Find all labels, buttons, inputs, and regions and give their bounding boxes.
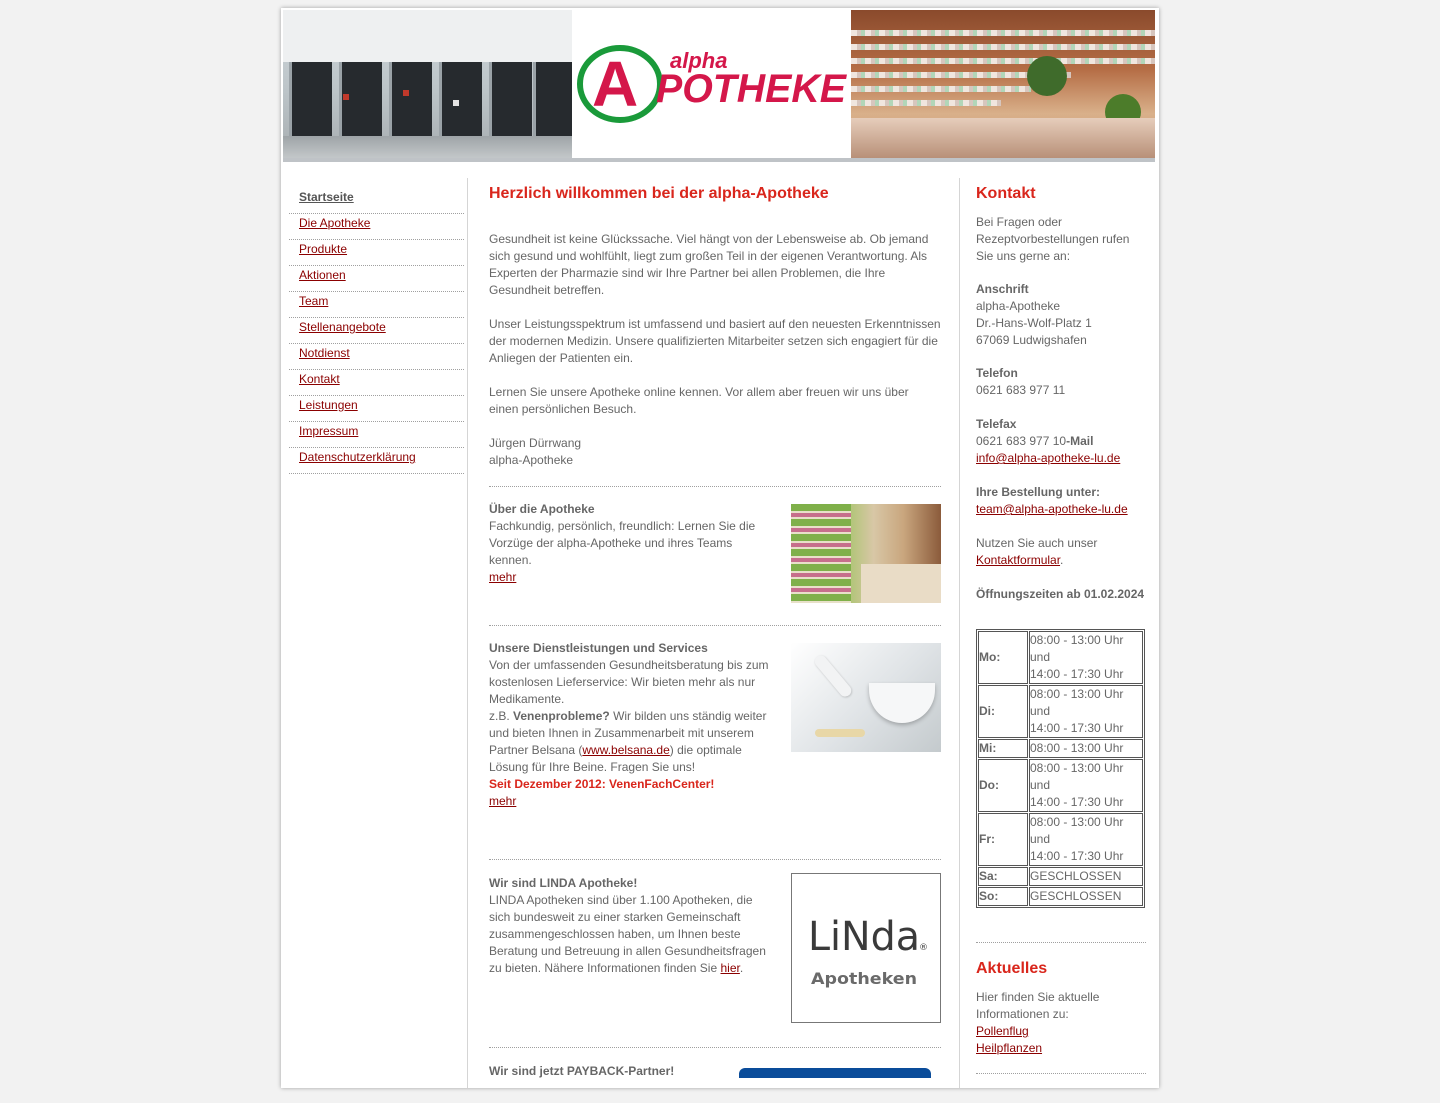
news-title: Aktuelles (976, 960, 1048, 977)
nav-link[interactable]: Die Apotheke (299, 216, 371, 230)
teaser-title: Wir sind jetzt PAYBACK-Partner! (489, 1064, 675, 1078)
mail-label: -Mail (1066, 434, 1094, 448)
address-label: Anschrift (976, 282, 1029, 296)
hours-times (1029, 631, 1143, 684)
nav-item-die-apotheke[interactable] (289, 214, 464, 240)
svg-text:alpha: alpha (670, 48, 728, 73)
hours-line: 14:00 - 17:30 Uhr (1030, 849, 1124, 863)
signature-name: Jürgen Dürrwang (489, 436, 582, 450)
nav-item-leistungen[interactable] (289, 396, 464, 422)
form-line: Kontaktformular. (976, 553, 1064, 567)
more-link[interactable]: mehr (489, 570, 517, 584)
linda-logo (791, 873, 941, 1023)
svg-text:A: A (592, 48, 639, 120)
phone-label: Telefon (976, 366, 1018, 380)
svg-text:LiNda: LiNda (808, 914, 920, 960)
email-link[interactable]: info@alpha-apotheke-lu.de (976, 451, 1121, 465)
nav-item-team[interactable] (289, 292, 464, 318)
pharmacy-logo (572, 10, 851, 158)
nav-link[interactable]: Produkte (299, 242, 348, 256)
hours-row (978, 887, 1143, 906)
page-container (281, 8, 1159, 1088)
hours-line: 08:00 - 13:00 Uhr (1030, 741, 1124, 755)
nav-link[interactable]: Startseite (299, 190, 354, 204)
main-navigation (289, 188, 464, 474)
hours-row (978, 867, 1143, 886)
hours-line: 14:00 - 17:30 Uhr (1030, 667, 1124, 681)
section-divider (489, 859, 941, 860)
nav-item-kontakt[interactable] (289, 370, 464, 396)
contact-title: Kontakt (976, 185, 1036, 202)
hours-row (978, 685, 1143, 738)
hours-row (978, 759, 1143, 812)
hours-times (1029, 813, 1143, 866)
nav-link[interactable]: Leistungen (299, 398, 358, 412)
news-link-heilpflanzen[interactable]: Heilpflanzen (976, 1041, 1043, 1055)
svg-text:POTHEKE: POTHEKE (656, 67, 848, 111)
hours-day: Fr: (978, 813, 1028, 866)
teaser-linda (489, 875, 941, 1047)
section-divider (489, 625, 941, 626)
hours-line: 14:00 - 17:30 Uhr (1030, 795, 1124, 809)
fax-line (976, 433, 1146, 450)
phone-number: 0621 683 977 11 (976, 383, 1066, 397)
intro-paragraph: Unser Leistungsspektrum ist umfassend und basiert auf den neuesten Erkenntnissen der modernen Medizin. Unsere qualifizierten Mitarbeiter setzen sich engagiert für die Anliegen der Patienten ein. (489, 317, 941, 365)
belsana-link[interactable]: www.belsana.de (582, 743, 670, 757)
nav-link[interactable]: Team (299, 294, 329, 308)
sidebar-right (976, 184, 1146, 1074)
hours-title: Öffnungszeiten ab 01.02.2024 (976, 587, 1145, 601)
signature-company: alpha-Apotheke (489, 453, 574, 467)
address-line: alpha-Apotheke (976, 299, 1061, 313)
payback-logo (739, 1068, 931, 1078)
storefront-photo (283, 10, 572, 158)
hours-row (978, 739, 1143, 758)
hours-row (978, 813, 1143, 866)
hours-line: und (1030, 832, 1051, 846)
hours-times (1029, 887, 1143, 906)
main-content (489, 184, 941, 1103)
nav-item-startseite[interactable] (289, 188, 464, 214)
nav-item-notdienst[interactable] (289, 344, 464, 370)
svg-text:Apotheken: Apotheken (811, 969, 917, 988)
highlight-text: Seit Dezember 2012: VenenFachCenter! (489, 777, 715, 791)
address-line: 67069 Ludwigshafen (976, 333, 1087, 347)
hours-row (978, 631, 1143, 684)
hours-line: 08:00 - 13:00 Uhr (1030, 761, 1124, 775)
nav-link[interactable]: Datenschutzerklärung (299, 450, 416, 464)
hours-day: Sa: (978, 867, 1028, 886)
teaser-about (489, 501, 941, 625)
linda-link[interactable]: hier (720, 961, 740, 975)
hours-line: 08:00 - 13:00 Uhr (1030, 633, 1124, 647)
section-divider (976, 1073, 1146, 1074)
mortar-pestle-image (791, 643, 941, 752)
teaser-text: LINDA Apotheken sind über 1.100 Apotheken, die sich bundesweit zu einer starken Gemeinschaft zusammengeschlossen haben, um Ihnen beste Beratung und Betreuung in allen Gesundheitsfragen zu bieten. Nähere Informationen finden Sie hier. (489, 893, 766, 975)
hours-day: Do: (978, 759, 1028, 812)
teaser-payback (489, 1063, 941, 1103)
teaser-title: Wir sind LINDA Apotheke! (489, 876, 638, 890)
fax-number: 0621 683 977 10 (976, 434, 1067, 448)
hours-line: 14:00 - 17:30 Uhr (1030, 721, 1124, 735)
hours-line: und (1030, 778, 1051, 792)
page-title: Herzlich willkommen bei der alpha-Apotheke (489, 185, 829, 202)
hours-line: und (1030, 704, 1051, 718)
hours-line: 08:00 - 13:00 Uhr (1030, 815, 1124, 829)
hours-times (1029, 759, 1143, 812)
hours-day: Mo: (978, 631, 1028, 684)
header-divider (283, 158, 1155, 162)
header-banner (283, 10, 1155, 158)
hours-day: Di: (978, 685, 1028, 738)
intro-paragraph: Lernen Sie unsere Apotheke online kennen. Vor allem aber freuen wir uns über einen persönlichen Besuch. (489, 385, 909, 416)
nav-item-aktionen[interactable] (289, 266, 464, 292)
hours-times (1029, 867, 1143, 886)
nav-link[interactable]: Aktionen (299, 268, 346, 282)
veins-text: z.B. Venenprobleme? Wir bilden uns ständig weiter und bieten Ihnen in Zusammenarbeit mit unserem Partner Belsana (www.belsana.de) die optimale Lösung für Ihre Beine. Fragen Sie uns! (489, 709, 767, 774)
section-divider (489, 1047, 941, 1048)
contact-intro: Bei Fragen oder Rezeptvorbestellungen rufen Sie uns gerne an: (976, 215, 1130, 263)
svg-text:®: ® (919, 943, 928, 953)
hours-line: und (1030, 650, 1051, 664)
column-divider (467, 178, 468, 1088)
intro-paragraph: Gesundheit ist keine Glückssache. Viel hängt von der Lebensweise ab. Ob jemand sich gesund und wohlfühlt, liegt zum großen Teil in der eigenen Verantwortung. Als Experten der Pharmazie sind wir Ihre Partner bei allen Problemen, die Ihre Gesundheit betreffen. (489, 232, 929, 297)
teaser-text: Von der umfassenden Gesundheitsberatung bis zum kostenlosen Lieferservice: Wir bieten mehr als nur Medikamente. (489, 658, 769, 706)
nav-item-produkte[interactable] (289, 240, 464, 266)
hours-line: GESCHLOSSEN (1030, 889, 1122, 903)
order-email-link[interactable]: team@alpha-apotheke-lu.de (976, 502, 1128, 516)
hours-line: 08:00 - 13:00 Uhr (1030, 687, 1124, 701)
section-divider (489, 486, 941, 487)
order-label: Ihre Bestellung unter: (976, 485, 1101, 499)
interior-photo (851, 10, 1155, 158)
nav-link[interactable]: Stellenangebote (299, 320, 386, 334)
address-line: Dr.-Hans-Wolf-Platz 1 (976, 316, 1092, 330)
teaser-title: Unsere Dienstleistungen und Services (489, 641, 708, 655)
hours-day: So: (978, 887, 1028, 906)
nav-item-datenschutz[interactable] (289, 448, 464, 474)
teaser-services (489, 640, 941, 859)
column-divider (959, 178, 960, 1088)
hours-times (1029, 685, 1143, 738)
more-link[interactable]: mehr (489, 794, 517, 808)
pharmacy-shelves-image (791, 504, 941, 603)
nav-item-impressum[interactable] (289, 422, 464, 448)
hours-line: GESCHLOSSEN (1030, 869, 1122, 883)
teaser-text: Fachkundig, persönlich, freundlich: Lernen Sie die Vorzüge der alpha-Apotheke und ihres Teams kennen. (489, 519, 756, 567)
nav-link[interactable]: Impressum (299, 424, 359, 438)
form-intro: Nutzen Sie auch unser (976, 536, 1098, 550)
teaser-title: Über die Apotheke (489, 502, 595, 516)
hours-day: Mi: (978, 739, 1028, 758)
nav-link[interactable]: Kontakt (299, 372, 340, 386)
news-link-pollenflug[interactable]: Pollenflug (976, 1024, 1029, 1038)
opening-hours-table (976, 629, 1145, 908)
nav-item-stellenangebote[interactable] (289, 318, 464, 344)
fax-label: Telefax (976, 417, 1017, 431)
hours-times (1029, 739, 1143, 758)
nav-link[interactable]: Notdienst (299, 346, 350, 360)
news-intro: Hier finden Sie aktuelle Informationen zu: (976, 990, 1100, 1021)
contact-form-link[interactable]: Kontaktformular (976, 553, 1061, 567)
